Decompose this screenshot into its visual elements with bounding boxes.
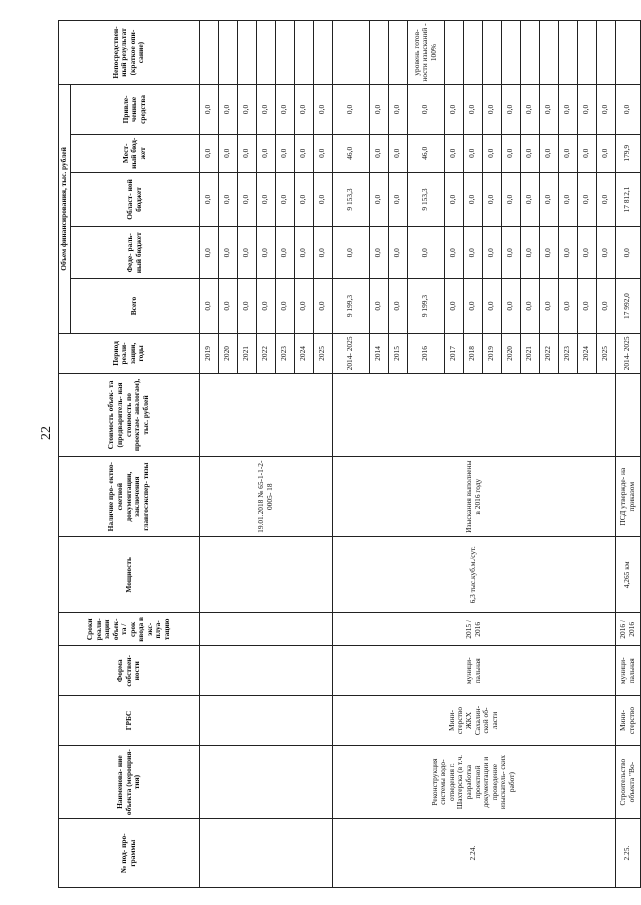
period-cell: 2025: [313, 333, 332, 373]
attracted-cell: 0,0: [388, 85, 407, 135]
table-body: [199, 21, 640, 888]
result-cell: [463, 21, 482, 85]
program-number-cell: 2.25.: [615, 819, 640, 888]
attracted-cell: 0,0: [199, 85, 218, 135]
result-cell: [444, 21, 463, 85]
total-cell: 0,0: [388, 279, 407, 333]
cost-cell: [615, 374, 640, 457]
period-cell: 2016: [407, 333, 444, 373]
table-row: [615, 21, 640, 888]
federal-cell: 0,0: [463, 227, 482, 279]
period-cell: 2022: [256, 333, 275, 373]
federal-cell: 0,0: [444, 227, 463, 279]
header-regional: Област- ной бюджет: [70, 172, 199, 226]
period-cell: 2018: [463, 333, 482, 373]
result-cell: [332, 21, 369, 85]
header-name: Наименова- ние объекта (мероприя- тия): [59, 745, 200, 818]
attracted-cell: 0,0: [558, 85, 577, 135]
result-cell: [275, 21, 294, 85]
regional-cell: 0,0: [520, 172, 539, 226]
object-name-cell: Строительство объекта "Во-: [615, 745, 640, 818]
terms-cell: [199, 613, 332, 646]
ownership-cell: муници- пальная: [615, 646, 640, 696]
total-cell: 0,0: [369, 279, 388, 333]
federal-cell: 0,0: [482, 227, 501, 279]
header-attracted: Привле- ченные средства: [70, 85, 199, 135]
attracted-cell: 0,0: [577, 85, 596, 135]
period-cell: 2015: [388, 333, 407, 373]
attracted-cell: 0,0: [596, 85, 615, 135]
header-total: Всего: [70, 279, 199, 333]
period-cell: 2017: [444, 333, 463, 373]
result-cell: [256, 21, 275, 85]
result-cell: [539, 21, 558, 85]
regional-cell: 0,0: [444, 172, 463, 226]
federal-cell: 0,0: [596, 227, 615, 279]
psd-cell: ПСД утвержде- на приказом: [615, 456, 640, 537]
header-funding: Объем финансирования, тыс. рублей: [59, 85, 71, 334]
local-cell: 0,0: [444, 134, 463, 172]
period-cell: 2024: [294, 333, 313, 373]
attracted-cell: 0,0: [615, 85, 640, 135]
federal-cell: 0,0: [501, 227, 520, 279]
header-cost: Стоимость объек- та (предваритель- ная стоимость по проектам- аналогам), тыс. рублей: [59, 374, 200, 457]
regional-cell: 0,0: [369, 172, 388, 226]
regional-cell: 0,0: [596, 172, 615, 226]
regional-cell: 0,0: [539, 172, 558, 226]
total-cell: 0,0: [199, 279, 218, 333]
capacity-cell: [199, 537, 332, 613]
total-cell: 0,0: [482, 279, 501, 333]
federal-cell: 0,0: [539, 227, 558, 279]
local-cell: 0,0: [558, 134, 577, 172]
header-result: Непосредствен- ный результат (краткое опи- сание): [59, 21, 200, 85]
program-number-cell: [199, 819, 332, 888]
attracted-cell: 0,0: [256, 85, 275, 135]
local-cell: 0,0: [501, 134, 520, 172]
federal-cell: 0,0: [332, 227, 369, 279]
result-cell: [615, 21, 640, 85]
object-name-cell: Реконструкция системы водо- отведения г. Шахтерска (в т.ч. разработка проектной документации и проведение изыскатель- ских работ): [332, 745, 615, 818]
total-cell: 0,0: [275, 279, 294, 333]
total-cell: 0,0: [313, 279, 332, 333]
federal-cell: 0,0: [558, 227, 577, 279]
regional-cell: 0,0: [558, 172, 577, 226]
period-cell: 2021: [237, 333, 256, 373]
federal-cell: 0,0: [237, 227, 256, 279]
local-cell: 0,0: [369, 134, 388, 172]
total-cell: 0,0: [577, 279, 596, 333]
result-cell: [501, 21, 520, 85]
attracted-cell: 0,0: [369, 85, 388, 135]
header-local: Мест- ный бюд- жет: [70, 134, 199, 172]
result-cell: [388, 21, 407, 85]
header-grbs: ГРБС: [59, 696, 200, 746]
header-period: Период реали- зации, годы: [59, 333, 200, 373]
total-cell: 17 992,0: [615, 279, 640, 333]
attracted-cell: 0,0: [539, 85, 558, 135]
federal-cell: 0,0: [615, 227, 640, 279]
header-ownership: Форма собствен- ности: [59, 646, 200, 696]
federal-cell: 0,0: [218, 227, 237, 279]
federal-cell: 0,0: [520, 227, 539, 279]
attracted-cell: 0,0: [482, 85, 501, 135]
local-cell: 46,0: [332, 134, 369, 172]
local-cell: 0,0: [539, 134, 558, 172]
regional-cell: 17 812,1: [615, 172, 640, 226]
attracted-cell: 0,0: [501, 85, 520, 135]
period-cell: 2014- 2025: [332, 333, 369, 373]
total-cell: 0,0: [463, 279, 482, 333]
period-cell: 2025: [596, 333, 615, 373]
attracted-cell: 0,0: [275, 85, 294, 135]
total-cell: 9 199,3: [332, 279, 369, 333]
result-cell: [596, 21, 615, 85]
federal-cell: 0,0: [407, 227, 444, 279]
total-cell: 0,0: [256, 279, 275, 333]
local-cell: 46,0: [407, 134, 444, 172]
federal-cell: 0,0: [199, 227, 218, 279]
regional-cell: 0,0: [256, 172, 275, 226]
attracted-cell: 0,0: [332, 85, 369, 135]
psd-cell: 19.01.2018 № 65-1-1-2-0005- 18: [199, 456, 332, 537]
ownership-cell: [199, 646, 332, 696]
table-row: [332, 21, 369, 888]
result-cell: [482, 21, 501, 85]
total-cell: 0,0: [218, 279, 237, 333]
local-cell: 0,0: [388, 134, 407, 172]
regional-cell: 0,0: [218, 172, 237, 226]
investment-table: [58, 20, 641, 888]
period-cell: 2022: [539, 333, 558, 373]
table-header: [59, 21, 200, 888]
regional-cell: 0,0: [275, 172, 294, 226]
grbs-cell: [199, 696, 332, 746]
header-psd: Наличие про- ектно-сметной документации, заключения главгосэкспер- тизы: [59, 456, 200, 537]
total-cell: 9 199,3: [407, 279, 444, 333]
header-terms: Сроки реали- зации объек- та / срок ввода в экс- плуа- тацию: [59, 613, 200, 646]
total-cell: 0,0: [539, 279, 558, 333]
psd-cell: Изыскания выполнены в 2016 году: [332, 456, 615, 537]
capacity-cell: 4,265 км: [615, 537, 640, 613]
federal-cell: 0,0: [313, 227, 332, 279]
period-cell: 2014: [369, 333, 388, 373]
federal-cell: 0,0: [369, 227, 388, 279]
rotated-table-wrapper: [58, 20, 636, 888]
local-cell: 0,0: [520, 134, 539, 172]
terms-cell: 2016 / 2016: [615, 613, 640, 646]
result-cell: [237, 21, 256, 85]
result-cell: [369, 21, 388, 85]
local-cell: 0,0: [218, 134, 237, 172]
result-cell: [313, 21, 332, 85]
federal-cell: 0,0: [577, 227, 596, 279]
capacity-cell: 6,3 тыс.куб.м./сут.: [332, 537, 615, 613]
total-cell: 0,0: [294, 279, 313, 333]
period-cell: 2014- 2025: [615, 333, 640, 373]
local-cell: 0,0: [463, 134, 482, 172]
result-cell: [577, 21, 596, 85]
regional-cell: 0,0: [313, 172, 332, 226]
attracted-cell: 0,0: [313, 85, 332, 135]
regional-cell: 9 153,3: [332, 172, 369, 226]
total-cell: 0,0: [237, 279, 256, 333]
federal-cell: 0,0: [256, 227, 275, 279]
attracted-cell: 0,0: [237, 85, 256, 135]
local-cell: 0,0: [256, 134, 275, 172]
period-cell: 2021: [520, 333, 539, 373]
ownership-cell: муници- пальная: [332, 646, 615, 696]
attracted-cell: 0,0: [463, 85, 482, 135]
total-cell: 0,0: [596, 279, 615, 333]
federal-cell: 0,0: [294, 227, 313, 279]
grbs-cell: Мини- стерство: [615, 696, 640, 746]
attracted-cell: 0,0: [444, 85, 463, 135]
local-cell: 0,0: [199, 134, 218, 172]
result-cell: [520, 21, 539, 85]
regional-cell: 0,0: [482, 172, 501, 226]
result-cell: уровень готов- ности изысканий - 100%: [407, 21, 444, 85]
local-cell: 0,0: [577, 134, 596, 172]
federal-cell: 0,0: [388, 227, 407, 279]
period-cell: 2019: [482, 333, 501, 373]
header-capacity: Мощность: [59, 537, 200, 613]
local-cell: 179,9: [615, 134, 640, 172]
federal-cell: 0,0: [275, 227, 294, 279]
period-cell: 2020: [218, 333, 237, 373]
header-no: № под- про- граммы: [59, 819, 200, 888]
regional-cell: 0,0: [388, 172, 407, 226]
local-cell: 0,0: [237, 134, 256, 172]
local-cell: 0,0: [275, 134, 294, 172]
attracted-cell: 0,0: [218, 85, 237, 135]
attracted-cell: 0,0: [294, 85, 313, 135]
total-cell: 0,0: [444, 279, 463, 333]
period-cell: 2020: [501, 333, 520, 373]
regional-cell: 0,0: [199, 172, 218, 226]
cost-cell: [332, 374, 615, 457]
attracted-cell: 0,0: [407, 85, 444, 135]
period-cell: 2023: [275, 333, 294, 373]
period-cell: 2019: [199, 333, 218, 373]
cost-cell: [199, 374, 332, 457]
local-cell: 0,0: [294, 134, 313, 172]
total-cell: 0,0: [520, 279, 539, 333]
result-cell: [199, 21, 218, 85]
regional-cell: 9 153,3: [407, 172, 444, 226]
header-federal: Феде- раль- ный бюджет: [70, 227, 199, 279]
local-cell: 0,0: [313, 134, 332, 172]
result-cell: [218, 21, 237, 85]
page-number: 22: [39, 426, 54, 440]
table-row: [199, 21, 218, 888]
grbs-cell: Мини- стерство ЖКХ Сахалин- ской об- ласти: [332, 696, 615, 746]
period-cell: 2024: [577, 333, 596, 373]
total-cell: 0,0: [558, 279, 577, 333]
local-cell: 0,0: [596, 134, 615, 172]
terms-cell: 2015 / 2016: [332, 613, 615, 646]
regional-cell: 0,0: [463, 172, 482, 226]
regional-cell: 0,0: [577, 172, 596, 226]
period-cell: 2023: [558, 333, 577, 373]
program-number-cell: 2.24.: [332, 819, 615, 888]
regional-cell: 0,0: [294, 172, 313, 226]
result-cell: [558, 21, 577, 85]
regional-cell: 0,0: [501, 172, 520, 226]
local-cell: 0,0: [482, 134, 501, 172]
attracted-cell: 0,0: [520, 85, 539, 135]
result-cell: [294, 21, 313, 85]
object-name-cell: [199, 745, 332, 818]
regional-cell: 0,0: [237, 172, 256, 226]
total-cell: 0,0: [501, 279, 520, 333]
